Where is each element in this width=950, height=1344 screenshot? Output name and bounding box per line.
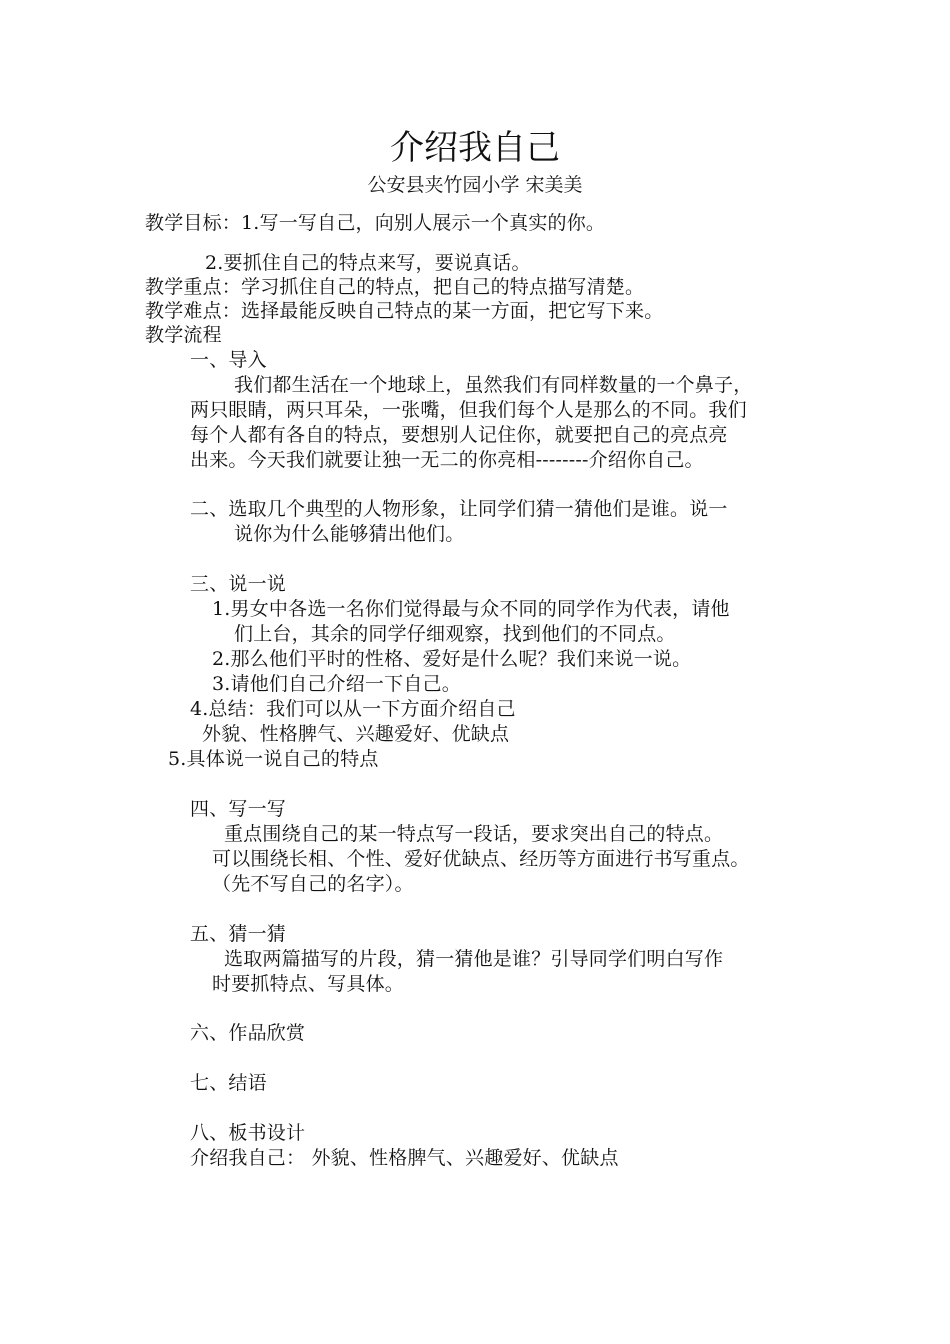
- section-8-line: 介绍我自己： 外貌、性格脾气、兴趣爱好、优缺点: [190, 1147, 619, 1169]
- section-5-heading: 五、猜一猜: [190, 923, 287, 945]
- teaching-key-point: 教学重点：学习抓住自己的特点，把自己的特点描写清楚。: [145, 276, 645, 298]
- section-5-line: 选取两篇描写的片段，猜一猜他是谁？引导同学们明白写作: [224, 948, 724, 970]
- section-8-heading: 八、板书设计: [190, 1122, 306, 1144]
- section-1-line: 我们都生活在一个地球上，虽然我们有同样数量的一个鼻子，: [234, 374, 753, 396]
- section-1-line: 出来。今天我们就要让独一无二的你亮相--------介绍你自己。: [190, 449, 704, 471]
- teaching-difficulty: 教学难点：选择最能反映自己特点的某一方面，把它写下来。: [145, 300, 664, 322]
- section-3-line: 4.总结：我们可以从一下方面介绍自己: [190, 698, 516, 720]
- section-6-heading: 六、作品欣赏: [190, 1022, 306, 1044]
- section-1-line: 每个人都有各自的特点，要想别人记住你，就要把自己的亮点亮: [190, 424, 728, 446]
- section-4-heading: 四、写一写: [190, 798, 287, 820]
- document-title: 介绍我自己: [390, 128, 560, 168]
- section-1-heading: 一、导入: [190, 349, 267, 371]
- section-4-line: （先不写自己的名字）。: [212, 873, 414, 895]
- section-4-line: 重点围绕自己的某一特点写一段话，要求突出自己的特点。: [224, 823, 724, 845]
- section-3-line: 们上台，其余的同学仔细观察，找到他们的不同点。: [234, 623, 676, 645]
- author-line: 公安县夹竹园小学 宋美美: [367, 174, 583, 196]
- section-3-line: 3.请他们自己介绍一下自己。: [212, 673, 461, 695]
- teaching-goal-1: 教学目标：1.写一写自己，向别人展示一个真实的你。: [145, 212, 606, 234]
- process-heading: 教学流程: [145, 324, 222, 346]
- section-3-line: 5.具体说一说自己的特点: [168, 748, 379, 770]
- section-3-line: 1.男女中各选一名你们觉得最与众不同的同学作为代表，请他: [212, 598, 730, 620]
- section-2-line: 说你为什么能够猜出他们。: [234, 523, 465, 545]
- section-1-line: 两只眼睛，两只耳朵，一张嘴，但我们每个人是那么的不同。我们: [190, 399, 747, 421]
- section-7-heading: 七、结语: [190, 1072, 267, 1094]
- section-3-heading: 三、说一说: [190, 573, 287, 595]
- section-2-line: 二、选取几个典型的人物形象，让同学们猜一猜他们是谁。说一: [190, 498, 728, 520]
- section-3-line: 外貌、性格脾气、兴趣爱好、优缺点: [202, 723, 510, 745]
- teaching-goal-2: 2.要抓住自己的特点来写，要说真话。: [205, 252, 531, 274]
- section-3-line: 2.那么他们平时的性格、爱好是什么呢？我们来说一说。: [212, 648, 692, 670]
- section-5-line: 时要抓特点、写具体。: [212, 973, 405, 995]
- section-4-line: 可以围绕长相、个性、爱好优缺点、经历等方面进行书写重点。: [212, 848, 750, 870]
